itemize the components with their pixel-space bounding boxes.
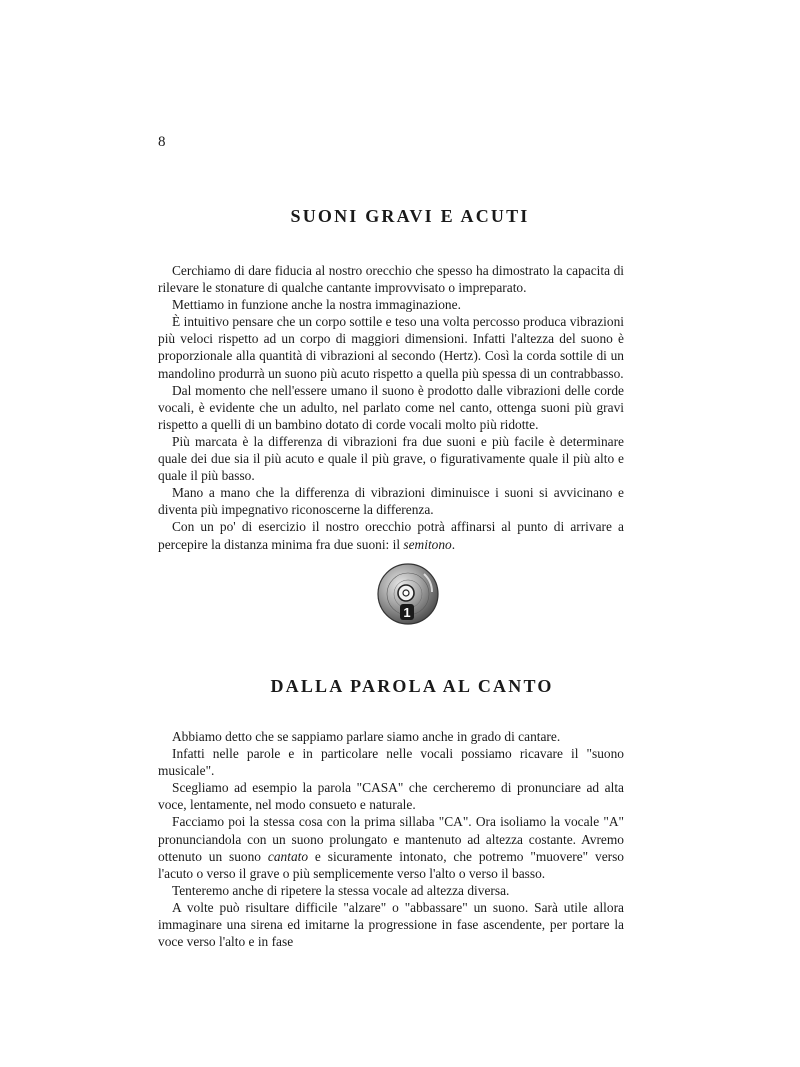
paragraph: A volte può risultare difficile "alzare" o "abbassare" un suono. Sarà utile allora immaginare una sirena ed imitarne la progressione in fase ascendente, per portare la voce verso l'alto e in fase: [158, 899, 624, 950]
paragraph: Tenteremo anche di ripetere la stessa vocale ad altezza diversa.: [172, 882, 510, 898]
paragraph-end: .: [451, 536, 456, 552]
paragraph: Dal momento che nell'essere umano il suono è prodotto dalle vibrazioni delle corde vocali, è evidente che un adulto, nel parlato come nel canto, ottenga suoni più gravi rispetto a quelli di un bambino dotato di corde vocali molto più ridotte.: [158, 382, 624, 432]
section2-body: [158, 728, 624, 950]
paragraph: Infatti nelle parole e in particolare nelle vocali possiamo ricavare il "suono musicale".: [158, 746, 624, 779]
paragraph: È intuitivo pensare che un corpo sottile e teso una volta percosso produca vibrazioni più veloci rispetto ad un corpo di maggiori dimensioni. Infatti l'altezza del suono è proporzionale alla quantità di vibrazioni al secondo (Hertz). Così la corda sottile di un mandolino produrrà un suono più acuto rispetto a quella più spessa di un contrabbasso.: [158, 314, 624, 381]
paragraph-semitono: [158, 518, 624, 552]
term-semitono: semitono: [403, 536, 452, 552]
section-title-dalla-parola-al-canto: DALLA PAROLA AL CANTO: [270, 676, 554, 696]
paragraph-text: Facciamo poi la stessa cosa con la prima sillaba "CA". Ora isoliamo la vocale "A" pronunciandola con un suono prolungato e mantenuto ad altezza costante. Avremo ottenuto un suono: [158, 814, 624, 864]
paragraph-text: Con un po' di esercizio il nostro orecchio potrà affinarsi al punto di arrivare a percepire la distanza minima fra due suoni: il: [158, 519, 624, 552]
term-cantato: cantato: [267, 848, 309, 864]
section1-body: [158, 262, 624, 553]
paragraph: Più marcata è la differenza di vibrazioni fra due suoni e più facile è determinare quale dei due sia il più acuto e quale il più grave, o figurativamente quale il più alto e quale il più basso.: [158, 433, 624, 484]
paragraph: Mano a mano che la differenza di vibrazioni diminuisce i suoni si avvicinano e diventa più impegnativo riconoscerne la differenza.: [158, 485, 624, 518]
cd-track-number: 1: [403, 605, 411, 620]
paragraph: Cerchiamo di dare fiducia al nostro orecchio che spesso ha dimostrato la capacita di rilevare le stonature di qualche cantante improvvisato o impreparato.: [158, 263, 624, 296]
cd-track-icon: [376, 562, 440, 626]
paragraph-cantato: [158, 813, 624, 881]
section-title-suoni-gravi-e-acuti: SUONI GRAVI E ACUTI: [290, 206, 530, 226]
paragraph: Scegliamo ad esempio la parola "CASA" che cercheremo di pronunciare ad alta voce, lentamente, nel modo consueto e naturale.: [158, 780, 624, 813]
paragraph: Mettiamo in funzione anche la nostra immaginazione.: [172, 297, 461, 313]
paragraph: Abbiamo detto che se sappiamo parlare siamo anche in grado di cantare.: [172, 729, 561, 744]
paragraph-text: e sicuramente intonato, che potremo "muovere" verso l'acuto o verso il grave o più semplicemente verso l'alto o verso il basso.: [158, 848, 625, 881]
page-number: 8: [158, 134, 166, 150]
